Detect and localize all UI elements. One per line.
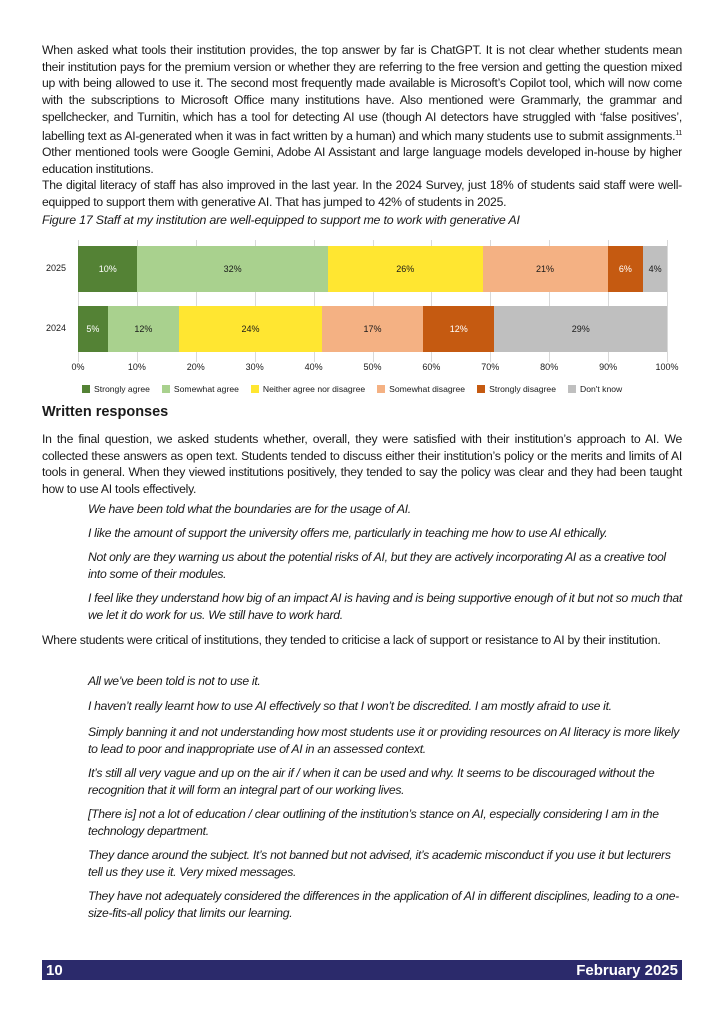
legend-item [82,384,150,394]
legend-swatch [82,385,90,393]
quote: Not only are they warning us about the potential risks of AI, but they are actively incorporating AI as a creative tool into some of their modules. [88,550,666,581]
figure-caption: Figure 17 Staff at my institution are well-equipped to support me to work with generative AI [42,213,520,227]
bar-segment: 5% [78,306,108,352]
bar-segment: 17% [322,306,423,352]
y-category-label: 2025 [46,263,67,273]
bar-segment: 6% [608,246,644,292]
paragraph-text: Other mentioned tools were Google Gemini, Adobe AI Assistant and large language models developed in-house by higher education institutions. [42,145,682,176]
quote: They have not adequately considered the differences in the application of AI in different disciplines, leading to a one-size-fits-all policy that limits our learning. [88,889,679,920]
paragraph-text: When asked what tools their institution provides, the top answer by far is ChatGPT. It is not clear whether students mean their institution pays for the premium version or whether they are referring to the free version and getting the question mixed up with being allowed to use it. The second most frequently made available is Microsoft’s Copilot tool, which will now come with the subscriptions to Microsoft Office many institutions have. Also mentioned were Grammarly, the grammar and spellchecker, and Turnitin, which has a tool for detecting AI use (though AI detectors have struggled with ‘false positives’, labelling text as AI-generated when it was in fact written by a human) and which many students use to submit assignments. [42,43,682,143]
section-heading: Written responses [42,404,169,420]
bar-segment: 21% [483,246,608,292]
bar-segment: 32% [137,246,327,292]
legend-label: Strongly disagree [489,384,556,394]
bar-2024 [78,306,667,352]
x-tick-label: 60% [422,362,441,372]
legend-item [377,384,465,394]
quote: Simply banning it and not understanding how most students use it or providing resources on AI literacy is more likely to lead to poor and inappropriate use of AI in an assessed context. [88,725,680,756]
bar-segment: 29% [494,306,667,352]
legend-swatch [162,385,170,393]
quote: I feel like they understand how big of an impact AI is having and is being supportive enough of it but not so much that we let it do work for us. We still have to work hard. [88,591,682,622]
legend-swatch [477,385,485,393]
legend-label: Somewhat agree [173,384,239,394]
legend-label: Strongly agree [94,384,150,394]
legend-item [477,384,556,394]
bar-segment: 12% [108,306,179,352]
x-tick-label: 20% [186,362,205,372]
gridline [667,240,668,362]
x-tick-label: 80% [540,362,559,372]
footnote-ref[interactable]: 11 [675,129,682,137]
bar-segment: 24% [179,306,322,352]
footer-date: February 2025 [576,961,678,979]
bar-segment: 4% [643,246,667,292]
quote: I like the amount of support the university offers me, particularly in teaching me how to use AI ethically. [88,526,608,540]
quote: We have been told what the boundaries are for the usage of AI. [88,502,411,516]
legend-swatch [568,385,576,393]
legend-label: Neither agree nor disagree [262,384,366,394]
legend-swatch [377,385,385,393]
x-tick-label: 10% [127,362,146,372]
y-category-label: 2024 [46,323,67,333]
paragraph-digital-literacy: The digital literacy of staff has also improved in the last year. In the 2024 Survey, just 18% of students said staff were well-equipped to support them with generative AI. That has jumped to 42% of students in 2025. [42,178,682,209]
legend-item [251,384,365,394]
quote: All we’ve been told is not to use it. [88,674,261,688]
x-tick-label: 50% [363,362,382,372]
legend-label: Somewhat disagree [389,384,466,394]
quote: It’s still all very vague and up on the air if / when it can be used and why. It seems to be discouraged without the recognition that it will form an integral part of our working lives. [88,766,655,797]
legend-item [162,384,239,394]
legend-label: Don't know [579,384,623,394]
paragraph-final-question: In the final question, we asked students whether, overall, they were satisfied with their institution’s approach to AI. We collected these answers as open text. Students tended to discuss either their institution’s policy or the merits and limits of AI tools in general. When they viewed institutions positively, they tended to say the policy was clear and they had been taught how to use AI tools effectively. [42,432,682,497]
bar-segment: 26% [328,246,483,292]
x-tick-label: 40% [304,362,323,372]
quote: They dance around the subject. It’s not banned but not advised, it’s academic misconduct if you use it but lecturers tell us they use it. Very mixed messages. [88,848,671,879]
page-footer [42,960,682,980]
bar-2025 [78,246,667,292]
chart-legend [82,384,622,394]
paragraph-tools [42,42,682,178]
bar-segment: 12% [423,306,494,352]
x-tick-label: 90% [599,362,618,372]
legend-swatch [251,385,259,393]
stacked-bar-chart [0,236,724,406]
x-tick-label: 70% [481,362,500,372]
x-tick-label: 30% [245,362,264,372]
x-tick-label: 100% [655,362,679,372]
page-number: 10 [46,961,63,979]
bar-segment: 10% [78,246,137,292]
quote: [There is] not a lot of education / clear outlining of the institution’s stance on AI, especially considering I am in the technology department. [88,807,659,838]
x-tick-label: 0% [71,362,85,372]
quote: I haven’t really learnt how to use AI effectively so that I won’t be discredited. I am mostly afraid to use it. [88,699,612,713]
paragraph-critical: Where students were critical of institutions, they tended to criticise a lack of support or resistance to AI by their institution. [42,633,661,647]
legend-item [568,384,622,394]
